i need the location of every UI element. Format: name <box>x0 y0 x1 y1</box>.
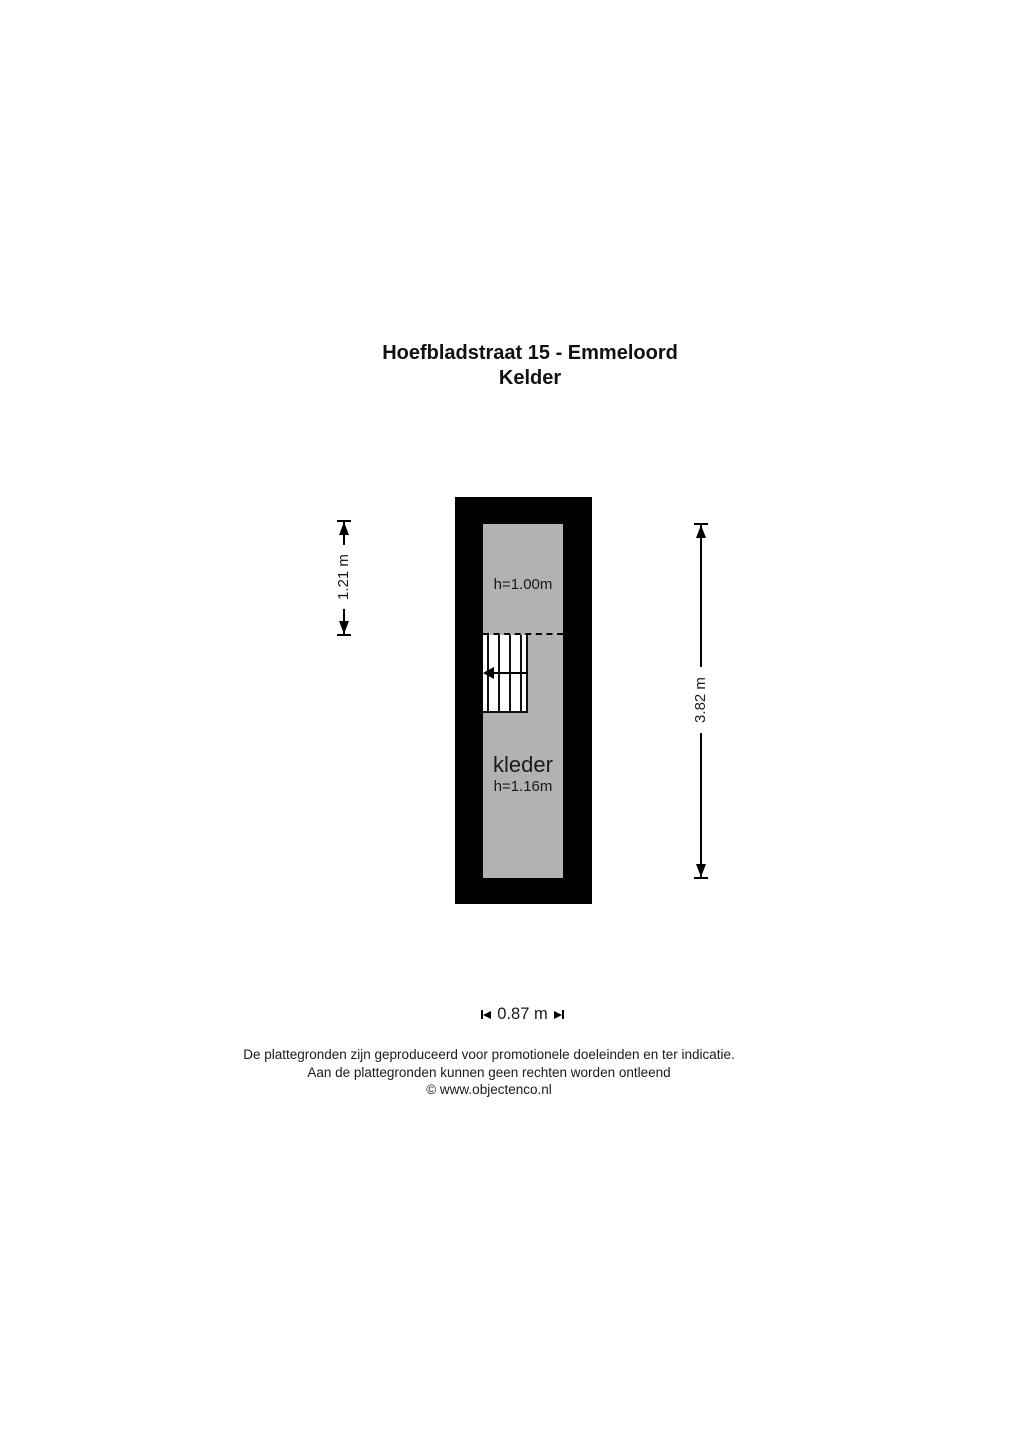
title-block <box>42 341 1018 391</box>
dim-left-label: 1.21 m <box>335 545 353 609</box>
footer-disclaimer <box>0 1046 978 1099</box>
dim-right-down-arrow-icon <box>696 864 706 877</box>
page-title: Hoefbladstraat 15 - Emmeloord <box>382 342 678 364</box>
dim-right-label: 3.82 m <box>692 667 710 733</box>
room-ceiling-height-label: h=1.16m <box>493 778 553 795</box>
stair-direction-line <box>492 672 528 674</box>
footer-disclaimer-line2: Aan de plattegronden kunnen geen rechten worden ontleend <box>307 1064 671 1080</box>
room-name-label: kleder <box>493 752 553 777</box>
footer-copyright: © www.objectenco.nl <box>426 1082 552 1097</box>
dim-bottom-right-arrow-icon <box>554 1011 562 1019</box>
dim-left-down-arrow-icon <box>339 621 349 634</box>
upper-ceiling-height-label: h=1.00m <box>493 576 553 593</box>
dim-bottom <box>27 1005 1018 1024</box>
dim-bottom-label: 0.87 m <box>497 1005 548 1023</box>
dim-bottom-right-cap <box>562 1010 564 1019</box>
stair-direction-arrow-icon <box>483 667 494 679</box>
dim-bottom-left-arrow-icon <box>483 1011 491 1019</box>
page-subtitle: Kelder <box>498 367 562 389</box>
footer-disclaimer-line1: De plattegronden zijn geproduceerd voor promotionele doeleinden en ter indicatie. <box>243 1047 735 1062</box>
dim-left-bottom-cap <box>337 634 351 636</box>
dim-right-bottom-cap <box>694 877 708 879</box>
